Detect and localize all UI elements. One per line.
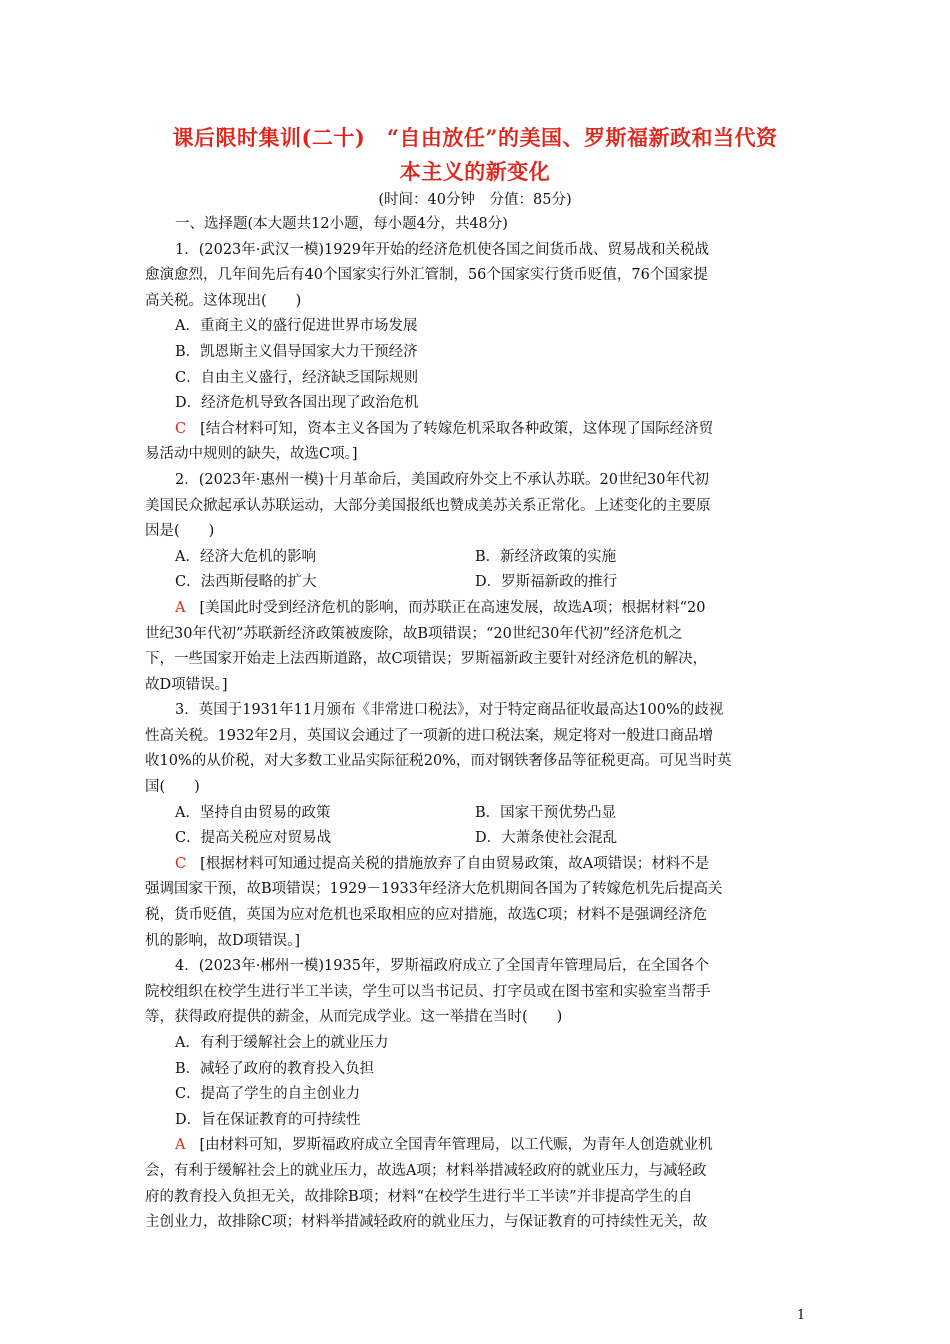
question-4-explanation: 主创业力，故排除C项；材料举措减轻政府的就业压力，与保证教育的可持续性无关，故	[145, 1214, 708, 1231]
question-1-option-b: B．凯恩斯主义倡导国家大力干预经济	[175, 343, 418, 360]
title-line-1: 课后限时集训(二十) “自由放任”的美国、罗斯福新政和当代资	[172, 125, 778, 150]
question-4-option-a: A．有利于缓解社会上的就业压力	[175, 1035, 389, 1051]
question-1-explanation: C [结合材料可知，资本主义各国为了转嫁危机采取各种政策，这体现了国际经济贸	[145, 417, 805, 443]
question-2-option-c: C．法西斯侵略的扩大	[175, 574, 317, 591]
question-4-explanation: 府的教育投入负担无关，故排除B项；材料“在校学生进行半工半读”并非提高学生的自	[145, 1188, 693, 1205]
question-2-explanation: 世纪30年代初”苏联新经济政策被废除，故B项错误；“20世纪30年代初”经济危机之	[145, 625, 683, 642]
question-4-option-d: D．旨在保证教育的可持续性	[175, 1111, 361, 1128]
question-3-option-a: A．坚持自由贸易的政策	[175, 804, 331, 821]
question-4-option-b: B．减轻了政府的教育投入负担	[175, 1060, 375, 1077]
question-3-text: 收10%的从价税，对大多数工业品实际征税20%，而对钢铁奢侈品等征税更高。可见当时英	[145, 753, 732, 770]
question-4-explanation: 会，有利于缓解社会上的就业压力，故选A项；材料举措减轻政府的就业压力，与减轻政	[145, 1162, 707, 1179]
question-1-text: 1．(2023年·武汉一模)1929年开始的经济危机使各国之间货币战、贸易战和关税战	[175, 241, 709, 258]
time-score-info: (时间：40分钟 分值：85分)	[378, 192, 572, 208]
question-2-explanation: A [美国此时受到经济危机的影响，而苏联正在高速发展，故选A项；根据材料“20	[145, 596, 805, 622]
page-number: 1	[796, 1308, 806, 1323]
question-3-explanation: 机的影响，故D项错误。]	[145, 932, 301, 949]
question-2-option-b: B．新经济政策的实施	[475, 548, 617, 565]
question-1-option-a: A．重商主义的盛行促进世界市场发展	[175, 318, 418, 335]
question-1-answer: C	[175, 420, 187, 437]
question-2-text: 因是( )	[145, 523, 215, 540]
question-3-option-c: C．提高关税应对贸易战	[175, 830, 332, 847]
question-content	[145, 212, 805, 1236]
question-2-option-d: D．罗斯福新政的推行	[475, 574, 618, 591]
question-4-explanation: A [由材料可知，罗斯福政府成立全国青年管理局，以工代赈，为青年人创造就业机	[145, 1133, 805, 1159]
question-3-explanation: C [根据材料可知通过提高关税的措施放弃了自由贸易政策，故A项错误；材料不是	[145, 852, 805, 878]
question-3-answer: C	[175, 855, 187, 872]
section-heading: 一、选择题(本大题共12小题，每小题4分，共48分)	[175, 216, 508, 232]
question-4-text: 院校组织在校学生进行半工半读，学生可以当书记员、打字员或在图书室和实验室当帮手	[145, 983, 711, 1000]
question-3-text: 3．英国于1931年11月颁布《非常进口税法》，对于特定商品征收最高达100%的歧视	[175, 702, 724, 719]
question-3-option-b: B．国家干预优势凸显	[475, 804, 617, 821]
question-1-option-d: D．经济危机导致各国出现了政治危机	[175, 395, 419, 412]
question-4-option-c: C．提高了学生的自主创业力	[175, 1086, 361, 1103]
question-3-options-row	[145, 826, 805, 852]
question-3-explanation: 税，货币贬值，英国为应对危机也采取相应的应对措施，故选C项；材料不是强调经济危	[145, 907, 708, 924]
question-3-explanation: 强调国家干预，故B项错误；1929－1933年经济大危机期间各国为了转嫁危机先后提高关	[145, 881, 723, 898]
question-3-text: 性高关税。1932年2月，英国议会通过了一项新的进口税法案，规定将对一般进口商品增	[145, 727, 714, 744]
question-4-text: 4．(2023年·郴州一模)1935年，罗斯福政府成立了全国青年管理局后，在全国各个	[175, 958, 709, 975]
question-2-text: 美国民众掀起承认苏联运动，大部分美国报纸也赞成美苏关系正常化。上述变化的主要原	[145, 497, 711, 514]
question-2-option-a: A．经济大危机的影响	[175, 548, 316, 565]
question-2-answer: A	[175, 599, 186, 616]
question-2-options-row	[145, 545, 805, 571]
question-4-text: 等，获得政府提供的薪金，从而完成学业。这一举措在当时( )	[145, 1009, 563, 1026]
question-4-answer: A	[175, 1137, 186, 1154]
question-2-explanation: 故D项错误。]	[145, 676, 228, 693]
question-1-text: 高关税。这体现出( )	[145, 292, 302, 309]
question-3-options-row	[145, 801, 805, 827]
question-1-text: 愈演愈烈，几年间先后有40个国家实行外汇管制，56个国家实行货币贬值，76个国家提	[145, 267, 708, 284]
question-2-explanation: 下，一些国家开始走上法西斯道路，故C项错误；罗斯福新政主要针对经济危机的解决，	[145, 651, 708, 668]
question-3-text: 国( )	[145, 779, 200, 796]
title-line-2: 本主义的新变化	[399, 159, 551, 184]
question-3-option-d: D．大萧条使社会混乱	[475, 830, 618, 847]
question-1-option-c: C．自由主义盛行，经济缺乏国际规则	[175, 369, 419, 386]
question-2-options-row	[145, 570, 805, 596]
question-1-explanation: 易活动中规则的缺失，故选C项。]	[145, 446, 358, 463]
question-2-text: 2．(2023年·惠州一模)十月革命后，美国政府外交上不承认苏联。20世纪30年代初	[175, 471, 709, 488]
